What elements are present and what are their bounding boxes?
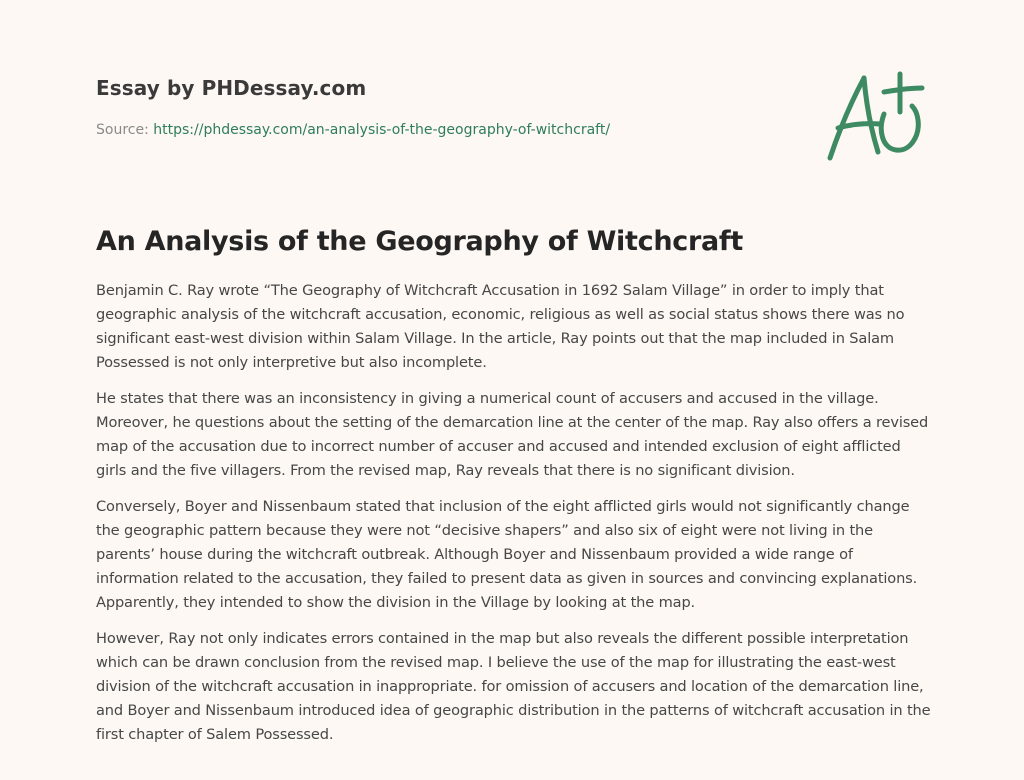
a-plus-logo-icon xyxy=(820,66,930,166)
article-paragraph: Benjamin C. Ray wrote “The Geography of Witchcraft Accusation in 1692 Salam Village” in order to imply that geographic analysis of the witchcraft accusation, economic, religious as well as social status shows there was no significant east-west division within Salam Village. In the article, Ray points out that the map included in Salam Possessed is not only interpretive but also incomplete. xyxy=(96,282,905,371)
article xyxy=(96,226,932,759)
article-paragraph: He states that there was an inconsistency in giving a numerical count of accusers and accused in the village. Moreover, he questions about the setting of the demarcation line at the center of the map. Ray also offers a revised map of the accusation due to incorrect number of accuser and accused and intended exclusion of eight afflicted girls and the five villagers. From the revised map, Ray reveals that there is no significant division. xyxy=(96,390,929,479)
article-title: An Analysis of the Geography of Witchcraft xyxy=(96,226,743,257)
source-link[interactable]: https://phdessay.com/an-analysis-of-the-geography-of-witchcraft/ xyxy=(153,122,611,138)
article-paragraph: Conversely, Boyer and Nissenbaum stated that inclusion of the eight afflicted girls would not significantly change the geographic pattern because they were not “decisive shapers” and also six of eight were not living in the parents’ house during the witchcraft outbreak. Although Boyer and Nissenbaum provided a wide range of information related to the accusation, they failed to present data as given in sources and convincing explanations. Apparently, they intended to show the division in the Village by looking at the map. xyxy=(96,498,918,611)
a-plus-logo xyxy=(820,66,930,166)
source-line xyxy=(96,122,796,138)
source-label: Source: xyxy=(96,122,154,138)
site-title: Essay by PHDessay.com xyxy=(96,76,367,100)
header xyxy=(96,76,796,138)
article-paragraph: However, Ray not only indicates errors contained in the map but also reveals the different possible interpretation which can be drawn conclusion from the revised map. I believe the use of the map for illustrating the east-west division of the witchcraft accusation in inappropriate. for omission of accusers and location of the demarcation line, and Boyer and Nissenbaum introduced idea of geographic distribution in the patterns of witchcraft accusation in the first chapter of Salem Possessed. xyxy=(96,630,931,743)
